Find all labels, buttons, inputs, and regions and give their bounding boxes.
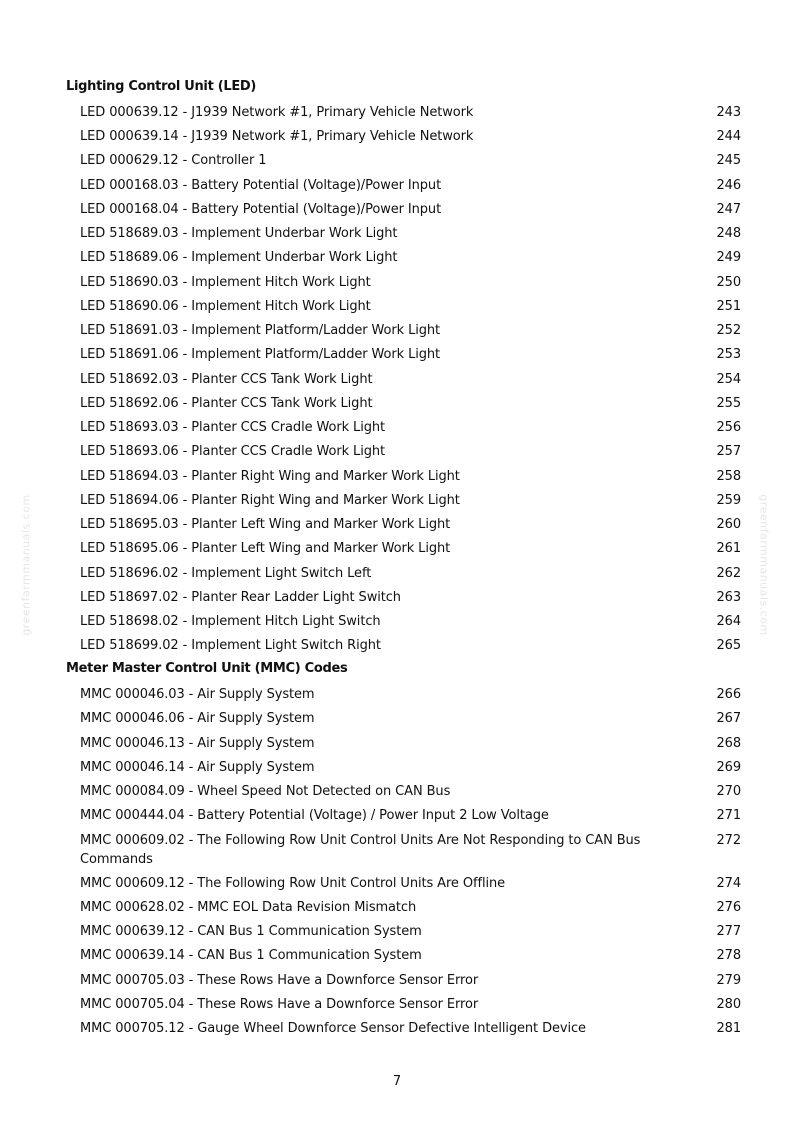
toc-entry-page: 278 <box>716 948 741 963</box>
toc-entry-page: 279 <box>716 973 741 988</box>
toc-entry-title: MMC 000705.12 - Gauge Wheel Downforce Sensor Defective Intelligent Device <box>80 1021 586 1036</box>
toc-entry-page: 266 <box>716 687 741 702</box>
toc-entry-title: MMC 000084.09 - Wheel Speed Not Detected on CAN Bus <box>80 784 451 799</box>
toc-entry-page: 264 <box>716 614 741 629</box>
toc-entry[interactable] <box>80 273 741 292</box>
toc-entry-title: LED 000639.12 - J1939 Network #1, Primary Vehicle Network <box>80 105 474 120</box>
toc-entry-title: MMC 000046.03 - Air Supply System <box>80 687 315 702</box>
toc-entry[interactable] <box>80 418 741 437</box>
toc-entry-title: MMC 000639.14 - CAN Bus 1 Communication System <box>80 948 422 963</box>
toc-entry-page: 265 <box>716 638 741 653</box>
toc-entry[interactable] <box>80 491 741 510</box>
toc-entry-page: 272 <box>716 833 741 848</box>
toc-entry-page: 249 <box>716 250 741 265</box>
section-heading-led: Lighting Control Unit (LED) <box>66 79 257 94</box>
toc-entry-page: 274 <box>716 876 741 891</box>
toc-entry-page: 281 <box>716 1021 741 1036</box>
toc-entry[interactable] <box>80 971 741 990</box>
toc-entry-page: 257 <box>716 444 741 459</box>
toc-entry-page: 247 <box>716 202 741 217</box>
toc-entry-page: 259 <box>716 493 741 508</box>
toc-entry-title: MMC 000609.12 - The Following Row Unit Control Units Are Offline <box>80 876 506 891</box>
toc-entry[interactable] <box>80 831 741 869</box>
toc-entry[interactable] <box>80 806 741 825</box>
toc-entry-page: 276 <box>716 900 741 915</box>
toc-entry-title: LED 518692.03 - Planter CCS Tank Work Light <box>80 372 373 387</box>
toc-entry-page: 254 <box>716 372 741 387</box>
toc-entry[interactable] <box>80 898 741 917</box>
toc-entry-page: 269 <box>716 760 741 775</box>
toc-entry[interactable] <box>80 588 741 607</box>
toc-entry-page: 268 <box>716 736 741 751</box>
toc-entry[interactable] <box>80 321 741 340</box>
toc-entry-page: 260 <box>716 517 741 532</box>
toc-entry-title: LED 518694.03 - Planter Right Wing and Marker Work Light <box>80 469 460 484</box>
toc-entry-title: LED 518698.02 - Implement Hitch Light Switch <box>80 614 381 629</box>
toc-entry-title: LED 518689.03 - Implement Underbar Work Light <box>80 226 398 241</box>
toc-entry[interactable] <box>80 345 741 364</box>
toc-entry-title: LED 000629.12 - Controller 1 <box>80 153 267 168</box>
toc-entry[interactable] <box>80 442 741 461</box>
watermark-left: greenfarmmanuals.com <box>19 494 33 636</box>
toc-entry-page: 243 <box>716 105 741 120</box>
toc-entry-page: 246 <box>716 178 741 193</box>
toc-entry[interactable] <box>80 176 741 195</box>
toc-entry-page: 258 <box>716 469 741 484</box>
toc-entry-title: MMC 000444.04 - Battery Potential (Voltage) / Power Input 2 Low Voltage <box>80 808 549 823</box>
toc-entry-page: 277 <box>716 924 741 939</box>
toc-entry-page: 262 <box>716 566 741 581</box>
toc-entry[interactable] <box>80 874 741 893</box>
toc-entry-title: MMC 000046.14 - Air Supply System <box>80 760 315 775</box>
toc-entry-page: 248 <box>716 226 741 241</box>
toc-entry-title: LED 518697.02 - Planter Rear Ladder Light Switch <box>80 590 401 605</box>
toc-entry-title: LED 518695.03 - Planter Left Wing and Marker Work Light <box>80 517 451 532</box>
toc-entry-page: 263 <box>716 590 741 605</box>
toc-entry-title: MMC 000046.06 - Air Supply System <box>80 711 315 726</box>
toc-entry-page: 251 <box>716 299 741 314</box>
toc-entry[interactable] <box>80 758 741 777</box>
toc-entry-title: LED 518693.03 - Planter CCS Cradle Work Light <box>80 420 385 435</box>
toc-entry-title: MMC 000705.03 - These Rows Have a Downforce Sensor Error <box>80 973 479 988</box>
toc-entry[interactable] <box>80 224 741 243</box>
toc-entry[interactable] <box>80 612 741 631</box>
toc-entry-page: 256 <box>716 420 741 435</box>
toc-entry[interactable] <box>80 370 741 389</box>
toc-entry-page: 271 <box>716 808 741 823</box>
toc-entry[interactable] <box>80 995 741 1014</box>
section-heading-mmc: Meter Master Control Unit (MMC) Codes <box>66 661 348 676</box>
page-number: 7 <box>392 1074 402 1089</box>
toc-entry[interactable] <box>80 394 741 413</box>
toc-entry[interactable] <box>80 946 741 965</box>
toc-entry-page: 253 <box>716 347 741 362</box>
toc-entry[interactable] <box>80 103 741 122</box>
toc-entry-page: 270 <box>716 784 741 799</box>
toc-entry-title: LED 000168.04 - Battery Potential (Voltage)/Power Input <box>80 202 442 217</box>
toc-entry-title: LED 000639.14 - J1939 Network #1, Primary Vehicle Network <box>80 129 474 144</box>
toc-entry-page: 245 <box>716 153 741 168</box>
toc-entry-page: 252 <box>716 323 741 338</box>
toc-entry-title: MMC 000639.12 - CAN Bus 1 Communication System <box>80 924 422 939</box>
toc-entry[interactable] <box>80 297 741 316</box>
toc-entry[interactable] <box>80 709 741 728</box>
toc-entry-title: LED 518691.03 - Implement Platform/Ladder Work Light <box>80 323 441 338</box>
toc-entry-title: MMC 000705.04 - These Rows Have a Downforce Sensor Error <box>80 997 479 1012</box>
toc-entry[interactable] <box>80 1019 741 1038</box>
toc-entry[interactable] <box>80 734 741 753</box>
toc-entry-page: 255 <box>716 396 741 411</box>
toc-entry-title: LED 518699.02 - Implement Light Switch Right <box>80 638 381 653</box>
toc-entry-title: MMC 000609.02 - The Following Row Unit Control Units Are Not Responding to CAN Bus Commands <box>80 833 641 867</box>
toc-entry[interactable] <box>80 248 741 267</box>
toc-entry-title: MMC 000628.02 - MMC EOL Data Revision Mismatch <box>80 900 417 915</box>
toc-entry-title: LED 518690.06 - Implement Hitch Work Light <box>80 299 371 314</box>
toc-entry-title: LED 518690.03 - Implement Hitch Work Light <box>80 275 371 290</box>
toc-entry[interactable] <box>80 685 741 704</box>
toc-entry[interactable] <box>80 782 741 801</box>
toc-entry-title: LED 000168.03 - Battery Potential (Voltage)/Power Input <box>80 178 442 193</box>
toc-entry-page: 250 <box>716 275 741 290</box>
toc-entry[interactable] <box>80 922 741 941</box>
toc-entry-title: LED 518691.06 - Implement Platform/Ladder Work Light <box>80 347 441 362</box>
toc-entry-title: LED 518695.06 - Planter Left Wing and Marker Work Light <box>80 541 451 556</box>
toc-entry[interactable] <box>80 200 741 219</box>
toc-entry-title: LED 518693.06 - Planter CCS Cradle Work Light <box>80 444 385 459</box>
toc-entry[interactable] <box>80 539 741 558</box>
toc-entry-title: MMC 000046.13 - Air Supply System <box>80 736 315 751</box>
toc-entry-title: LED 518696.02 - Implement Light Switch Left <box>80 566 372 581</box>
toc-entry[interactable] <box>80 151 741 170</box>
toc-entry[interactable] <box>80 127 741 146</box>
toc-entry-page: 267 <box>716 711 741 726</box>
toc-entry-title: LED 518689.06 - Implement Underbar Work Light <box>80 250 398 265</box>
toc-entry[interactable] <box>80 564 741 583</box>
toc-entry-page: 280 <box>716 997 741 1012</box>
toc-entry-page: 261 <box>716 541 741 556</box>
toc-entry-page: 244 <box>716 129 741 144</box>
watermark-right: greenfarmmanuals.com <box>757 494 771 636</box>
toc-entry[interactable] <box>80 467 741 486</box>
toc-entry[interactable] <box>80 636 741 655</box>
toc-entry-title: LED 518694.06 - Planter Right Wing and Marker Work Light <box>80 493 460 508</box>
toc-entry[interactable] <box>80 515 741 534</box>
toc-entry-title: LED 518692.06 - Planter CCS Tank Work Light <box>80 396 373 411</box>
